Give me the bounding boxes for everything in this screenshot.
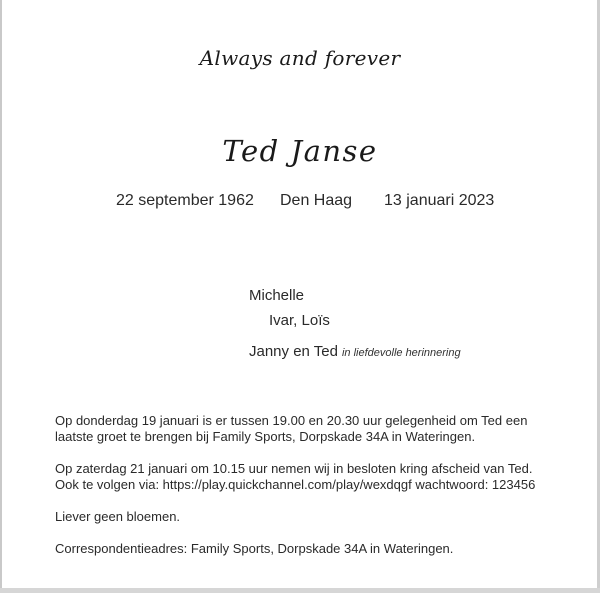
dates-row bbox=[116, 192, 516, 214]
family-line-children: Ivar, Loïs bbox=[269, 312, 330, 329]
death-date: 13 januari 2023 bbox=[384, 192, 495, 209]
left-border bbox=[0, 0, 2, 593]
family-line-michelle: Michelle bbox=[249, 287, 305, 304]
family-parents-names: Janny en Ted bbox=[249, 343, 338, 360]
visitation-line-2: laatste groet te brengen bij Family Sports, Dorpskade 34A in Wateringen. bbox=[55, 429, 476, 444]
bottom-border bbox=[0, 588, 600, 593]
no-flowers-note: Liever geen bloemen. bbox=[55, 509, 181, 524]
deceased-name: Ted Janse bbox=[222, 134, 378, 168]
funeral-line-1: Op zaterdag 21 januari om 10.15 uur nemen wij in besloten kring afscheid van Ted. bbox=[55, 461, 533, 476]
birth-date: 22 september 1962 bbox=[116, 192, 254, 209]
announcement-text bbox=[55, 413, 555, 557]
memory-note: in liefdevolle herinnering bbox=[341, 347, 461, 359]
motto-heading: Always and forever bbox=[199, 46, 401, 70]
correspondence-address: Correspondentieadres: Family Sports, Dorpskade 34A in Wateringen. bbox=[55, 541, 454, 556]
family-line-parents bbox=[249, 343, 461, 360]
visitation-line-1: Op donderdag 19 januari is er tussen 19.00 en 20.30 uur gelegenheid om Ted een bbox=[55, 413, 528, 428]
place: Den Haag bbox=[280, 192, 353, 209]
funeral-line-2: Ook te volgen via: https://play.quickchannel.com/play/wexdqgf wachtwoord: 123456 bbox=[55, 477, 536, 492]
